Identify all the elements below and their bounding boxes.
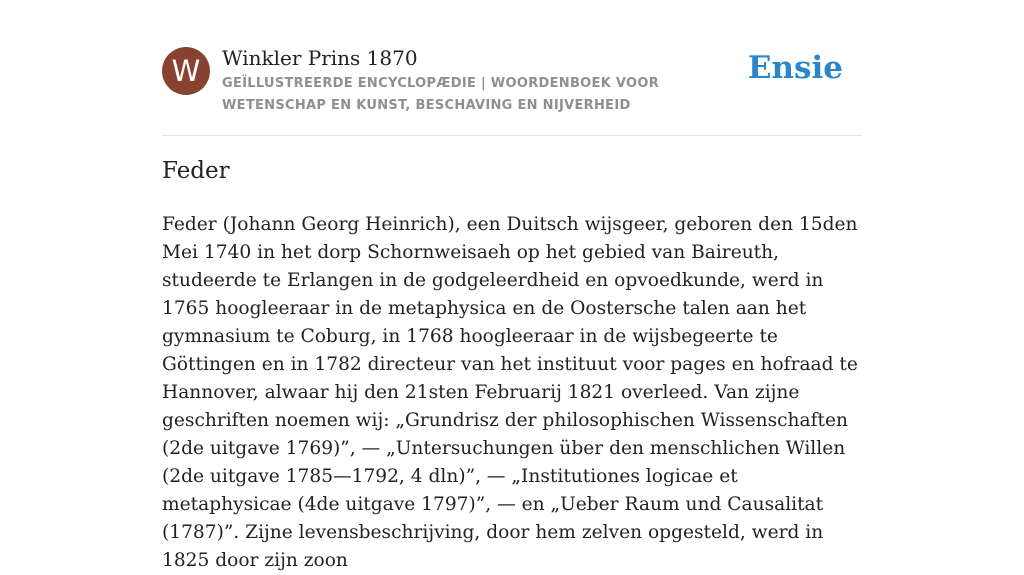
ensie-logo-link[interactable]: Ensie [747,50,843,86]
entry-title: Feder [162,158,230,184]
entry-body: Feder (Johann Georg Heinrich), een Duitsch wijsgeer, geboren den 15den Mei 1740 in het dorp Schornweisaeh op het gebied van Baireuth, studeerde te Erlangen in de godgeleerdheid en opvoedkunde, werd in 1765 hoogleeraar in de metaphysica en de Oostersche talen aan het gymnasium te Coburg, in 1768 hoogleeraar in de wijsbegeerte te Göttingen en in 1782 directeur van het instituut voor pages en hofraad te Hannover, alwaar hij den 21sten Februarij 1821 overleed. Van zijne geschriften noemen wij: „Grundrisz der philosophischen Wissenschaften (2de uitgave 1769)”, — „Untersuchungen über den menschlichen Willen (2de uitgave 1785—1792, 4 dln)”, — „Institutiones logicae et metaphysicae (4de uitgave 1797)”, — en „Ueber Raum und Causalitat (1787)”. Zijne levensbeschrijving, door hem zelven opgesteld, werd in 1825 door zijn zoon [162,214,858,571]
source-avatar[interactable]: W [162,47,210,95]
source-header [162,44,862,136]
source-subtitle: GEÏLLUSTREERDE ENCYCLOPÆDIE | WOORDENBOEK VOOR WETENSCHAP EN KUNST, BESCHAVING EN NIJVERHEID [222,76,660,113]
source-title[interactable]: Winkler Prins 1870 [222,46,418,70]
header-divider [162,135,862,136]
